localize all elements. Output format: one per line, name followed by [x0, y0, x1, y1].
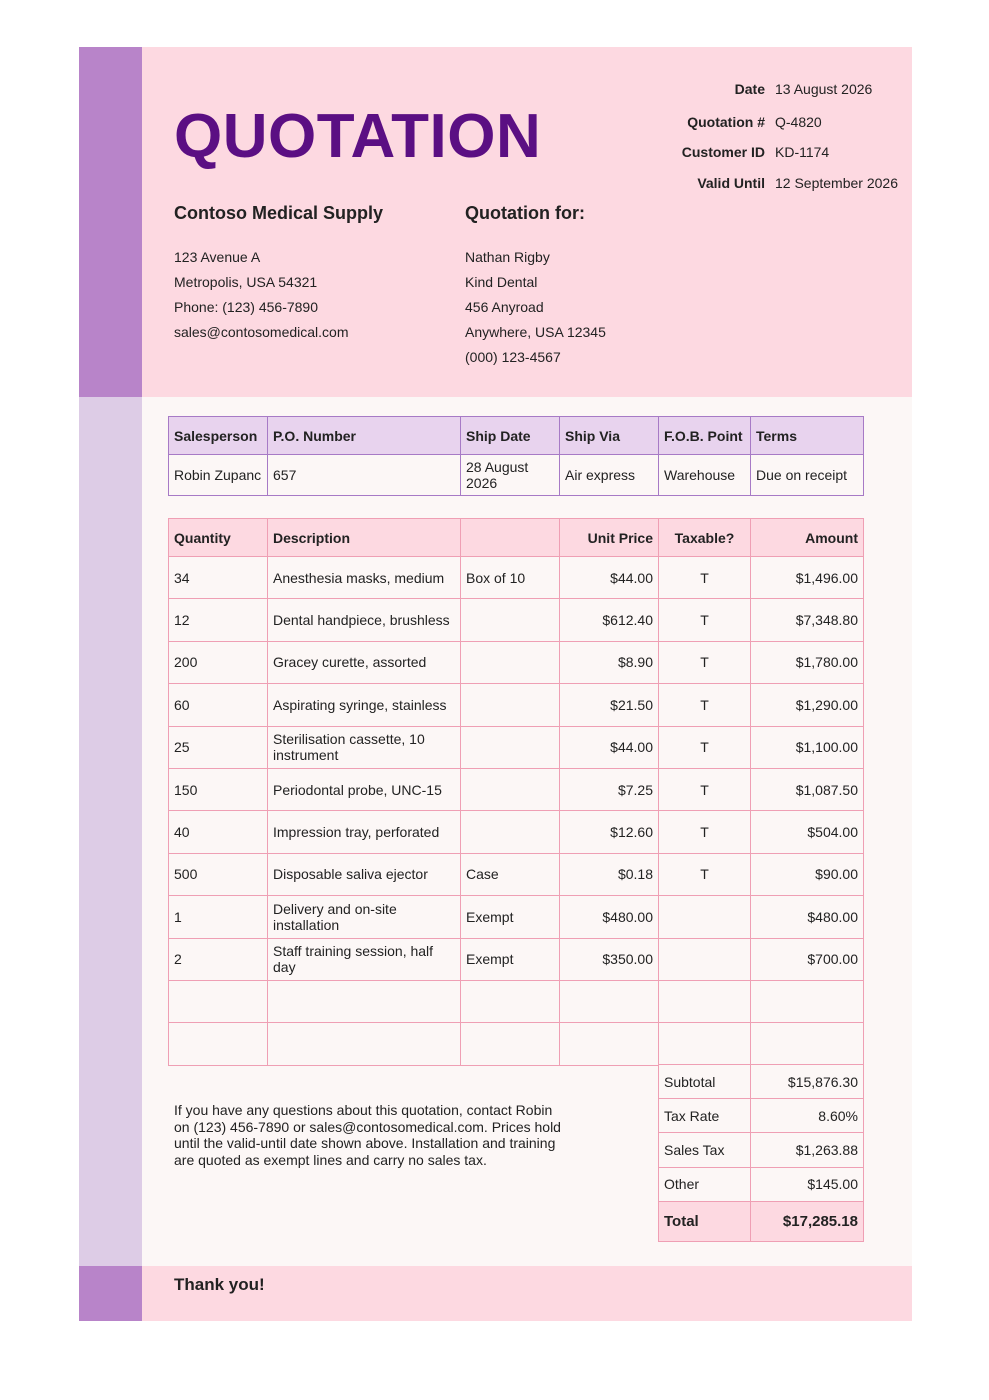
items-header-row — [169, 519, 864, 557]
ship-date-value: 28 August 2026 — [461, 455, 560, 496]
totals-label: Total — [659, 1201, 751, 1241]
item-description: Disposable saliva ejector — [268, 853, 461, 895]
item-quantity: 150 — [169, 768, 268, 810]
item-taxable — [659, 1023, 751, 1065]
item-unit-price: $44.00 — [560, 557, 659, 599]
item-taxable: T — [659, 599, 751, 641]
customer-phone: (000) 123-4567 — [465, 349, 561, 365]
table-row — [169, 1023, 864, 1065]
totals-row — [659, 1099, 864, 1133]
item-unit: Exempt — [461, 938, 560, 980]
item-quantity: 60 — [169, 684, 268, 726]
seller-address-line: Metropolis, USA 54321 — [174, 274, 318, 290]
item-taxable: T — [659, 726, 751, 768]
table-row — [169, 641, 864, 683]
item-description: Impression tray, perforated — [268, 811, 461, 853]
item-unit — [461, 726, 560, 768]
customer-address — [465, 245, 606, 370]
item-taxable — [659, 896, 751, 938]
shipping-header: Terms — [751, 417, 864, 455]
table-row — [169, 726, 864, 768]
meta-label: Quotation # — [687, 114, 765, 130]
customer-contact-name: Nathan Rigby — [465, 249, 550, 265]
totals-value: $145.00 — [751, 1167, 864, 1201]
item-unit — [461, 641, 560, 683]
item-taxable: T — [659, 853, 751, 895]
totals-row — [659, 1201, 864, 1241]
shipping-table — [168, 416, 864, 496]
item-unit — [461, 811, 560, 853]
item-quantity: 500 — [169, 853, 268, 895]
document-title: QUOTATION — [174, 102, 542, 171]
table-row — [169, 938, 864, 980]
item-quantity: 1 — [169, 896, 268, 938]
item-description: Staff training session, half day — [268, 938, 461, 980]
item-unit: Case — [461, 853, 560, 895]
item-amount: $1,780.00 — [751, 641, 864, 683]
item-unit-price: $12.60 — [560, 811, 659, 853]
shipping-header: Ship Via — [560, 417, 659, 455]
item-quantity: 2 — [169, 938, 268, 980]
meta-label: Valid Until — [697, 175, 765, 191]
item-description: Delivery and on-site installation — [268, 896, 461, 938]
item-unit — [461, 684, 560, 726]
item-amount — [751, 980, 864, 1022]
meta-row-customer-id — [599, 142, 899, 162]
shipping-header: Salesperson — [169, 417, 268, 455]
table-row — [169, 811, 864, 853]
left-accent-strip-bottom — [79, 1266, 142, 1321]
item-amount: $1,496.00 — [751, 557, 864, 599]
item-amount: $504.00 — [751, 811, 864, 853]
shipping-value-row — [169, 455, 864, 496]
meta-row-date — [599, 79, 899, 99]
meta-value: 13 August 2026 — [775, 81, 873, 97]
totals-table — [658, 1064, 864, 1242]
item-unit — [461, 599, 560, 641]
item-amount: $90.00 — [751, 853, 864, 895]
item-amount: $1,290.00 — [751, 684, 864, 726]
totals-label: Subtotal — [659, 1065, 751, 1099]
item-amount: $1,087.50 — [751, 768, 864, 810]
items-header-quantity: Quantity — [169, 519, 268, 557]
shipping-header-row — [169, 417, 864, 455]
item-unit-price: $350.00 — [560, 938, 659, 980]
meta-value: 12 September 2026 — [775, 175, 898, 191]
po-number-value: 657 — [268, 455, 461, 496]
totals-row — [659, 1065, 864, 1099]
item-unit — [461, 1023, 560, 1065]
left-accent-strip-top — [79, 47, 142, 397]
totals-label: Sales Tax — [659, 1133, 751, 1167]
items-header-amount: Amount — [751, 519, 864, 557]
item-unit — [461, 980, 560, 1022]
item-unit-price — [560, 980, 659, 1022]
meta-row-quotation-number — [599, 112, 899, 132]
quotation-note: If you have any questions about this quotation, contact Robin on (123) 456-7890 or sales@contosomedical.com. Prices hold until the valid-until date shown above. Installation and training are quoted as exempt lines and carry no sales tax. — [174, 1102, 561, 1168]
seller-address — [174, 245, 349, 345]
item-quantity: 12 — [169, 599, 268, 641]
customer-address-line: Anywhere, USA 12345 — [465, 324, 606, 340]
item-description: Gracey curette, assorted — [268, 641, 461, 683]
table-row — [169, 684, 864, 726]
customer-heading: Quotation for: — [465, 203, 585, 223]
item-description: Anesthesia masks, medium — [268, 557, 461, 599]
thank-you-text: Thank you! — [174, 1275, 265, 1294]
meta-value: Q-4820 — [775, 114, 822, 130]
totals-row — [659, 1133, 864, 1167]
item-unit-price: $0.18 — [560, 853, 659, 895]
customer-company: Kind Dental — [465, 274, 538, 290]
item-description — [268, 1023, 461, 1065]
totals-label: Other — [659, 1167, 751, 1201]
item-taxable: T — [659, 641, 751, 683]
item-quantity — [169, 1023, 268, 1065]
item-quantity: 25 — [169, 726, 268, 768]
meta-label: Date — [734, 81, 765, 97]
shipping-header: Ship Date — [461, 417, 560, 455]
item-taxable — [659, 938, 751, 980]
customer-address-line: 456 Anyroad — [465, 299, 544, 315]
totals-row — [659, 1167, 864, 1201]
items-body — [169, 557, 864, 1066]
items-header-unit-price: Unit Price — [560, 519, 659, 557]
meta-label: Customer ID — [681, 144, 765, 160]
item-taxable: T — [659, 768, 751, 810]
totals-value: 8.60% — [751, 1099, 864, 1133]
item-unit-price — [560, 1023, 659, 1065]
item-unit — [461, 768, 560, 810]
item-unit-price: $21.50 — [560, 684, 659, 726]
line-items-table — [168, 518, 864, 1066]
item-quantity: 40 — [169, 811, 268, 853]
items-header-unit — [461, 519, 560, 557]
shipping-header: P.O. Number — [268, 417, 461, 455]
ship-via-value: Air express — [560, 455, 659, 496]
item-description: Periodontal probe, UNC-15 — [268, 768, 461, 810]
item-amount — [751, 1023, 864, 1065]
meta-value: KD-1174 — [775, 144, 830, 160]
quotation-page — [79, 47, 912, 1321]
table-row — [169, 557, 864, 599]
totals-value: $15,876.30 — [751, 1065, 864, 1099]
item-amount: $7,348.80 — [751, 599, 864, 641]
item-description: Sterilisation cassette, 10 instrument — [268, 726, 461, 768]
item-unit-price: $44.00 — [560, 726, 659, 768]
seller-phone: Phone: (123) 456-7890 — [174, 299, 318, 315]
table-row — [169, 768, 864, 810]
totals-value: $1,263.88 — [751, 1133, 864, 1167]
item-amount: $480.00 — [751, 896, 864, 938]
item-quantity: 200 — [169, 641, 268, 683]
terms-value: Due on receipt — [751, 455, 864, 496]
item-quantity — [169, 980, 268, 1022]
meta-row-valid-until — [599, 173, 899, 193]
item-amount: $700.00 — [751, 938, 864, 980]
item-amount: $1,100.00 — [751, 726, 864, 768]
item-unit-price: $480.00 — [560, 896, 659, 938]
fob-point-value: Warehouse — [659, 455, 751, 496]
items-header-taxable: Taxable? — [659, 519, 751, 557]
salesperson-value: Robin Zupanc — [169, 455, 268, 496]
table-row — [169, 599, 864, 641]
item-description — [268, 980, 461, 1022]
seller-address-line: 123 Avenue A — [174, 249, 261, 265]
table-row — [169, 853, 864, 895]
item-taxable: T — [659, 557, 751, 599]
totals-label: Tax Rate — [659, 1099, 751, 1133]
table-row — [169, 896, 864, 938]
item-unit-price: $612.40 — [560, 599, 659, 641]
item-taxable — [659, 980, 751, 1022]
items-header-description: Description — [268, 519, 461, 557]
seller-email: sales@contosomedical.com — [174, 324, 349, 340]
item-unit: Box of 10 — [461, 557, 560, 599]
seller-name: Contoso Medical Supply — [174, 203, 384, 223]
totals-value: $17,285.18 — [751, 1201, 864, 1241]
left-accent-strip-middle — [79, 397, 142, 1266]
item-taxable: T — [659, 684, 751, 726]
item-unit-price: $8.90 — [560, 641, 659, 683]
shipping-header: F.O.B. Point — [659, 417, 751, 455]
totals-body — [659, 1065, 864, 1242]
item-taxable: T — [659, 811, 751, 853]
item-unit: Exempt — [461, 896, 560, 938]
item-quantity: 34 — [169, 557, 268, 599]
item-description: Dental handpiece, brushless — [268, 599, 461, 641]
table-row — [169, 980, 864, 1022]
item-unit-price: $7.25 — [560, 768, 659, 810]
item-description: Aspirating syringe, stainless — [268, 684, 461, 726]
